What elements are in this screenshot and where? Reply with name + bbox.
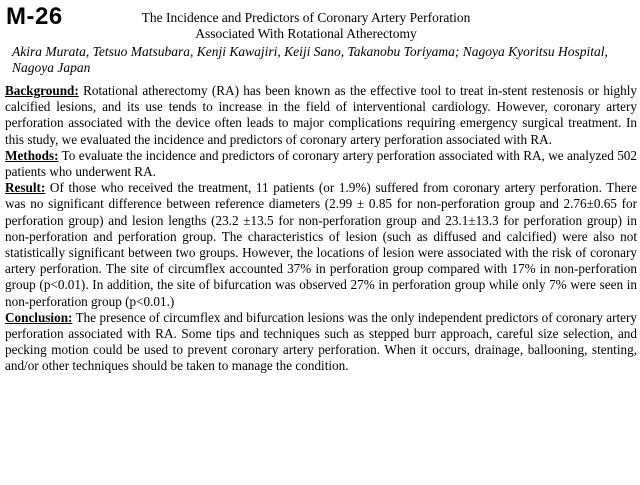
- methods-section: [5, 148, 637, 180]
- result-section: [5, 180, 637, 310]
- result-heading: Result:: [5, 180, 46, 196]
- abstract-id: M-26: [6, 3, 63, 30]
- background-text: Rotational atherectomy (RA) has been known as the effective tool to treat in-stent restenosis or highly calcified lesions, and its use tends to increase in the field of interventional cardiology. However, coronary artery perforation associated with the device often leads to major complications requiring emergency surgical treatment. In this study, we evaluated the incidence and predictors of coronary artery perforation associated with RA.: [5, 83, 637, 147]
- conclusion-section: [5, 310, 637, 375]
- methods-heading: Methods:: [5, 147, 59, 163]
- background-section: [5, 83, 637, 148]
- conclusion-heading: Conclusion:: [5, 309, 73, 325]
- conclusion-text: The presence of circumflex and bifurcation lesions was the only independent predictors of coronary artery perforation associated with RA. Some tips and techniques such as stepped burr approach, careful size selection, and pecking motion could be used to prevent coronary artery perforation. When it occurs, drainage, ballooning, stenting, and/or other techniques should be taken to manage the condition.: [5, 309, 638, 374]
- background-heading: Background:: [5, 83, 79, 98]
- result-text: Of those who received the treatment, 11 patients (or 1.9%) suffered from coronary artery perforation. There was no significant difference between reference diameters (2.99 ± 0.85 for non-perforation group and 2.76±0.65 for perforation group) and lesion lengths (23.2 ±13.5 for non-perforation group and 23.1±13.3 for perforation group) in non-perforation and perforation group. The characteristics of lesion (such as diffused and calcified) were also not statistically significant between two groups. However, the locations of lesion were associated with the risk of coronary artery perforation. The site of circumflex accounted 37% in perforation group compared with 17% in non-perforation group (p<0.01). In addition, the site of bifurcation was observed 27% in perforation group while only 7% were seen in non-perforation group (p<0.01.): [5, 180, 638, 309]
- author-block: [12, 44, 634, 76]
- title-line-1: The Incidence and Predictors of Coronary Artery Perforation: [141, 10, 471, 25]
- abstract-title: [96, 10, 516, 42]
- author-affiliation: Nagoya Kyoritsu Hospital, Nagoya Japan: [12, 44, 608, 75]
- methods-text: To evaluate the incidence and predictors of coronary artery perforation associated with RA, we analyzed 502 patients who underwent RA.: [5, 147, 637, 180]
- title-line-2: Associated With Rotational Atherectomy: [195, 26, 417, 41]
- abstract-body: [5, 83, 637, 375]
- author-names: Akira Murata, Tetsuo Matsubara, Kenji Kawajiri, Keiji Sano, Takanobu Toriyama;: [12, 44, 460, 59]
